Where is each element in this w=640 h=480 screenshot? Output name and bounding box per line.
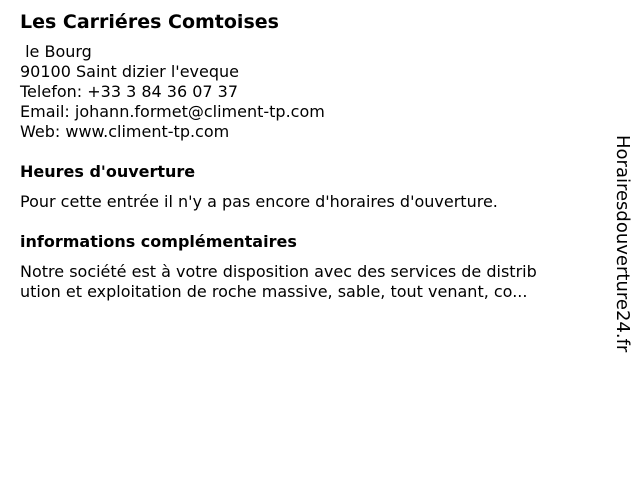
business-card: [20, 10, 580, 302]
address-block: [20, 42, 580, 142]
address-street: le Bourg: [20, 42, 92, 61]
business-name: Les Carriéres Comtoises: [20, 11, 279, 33]
website-line: Web: www.climent-tp.com: [20, 122, 230, 141]
additional-info-line-2: ution et exploitation de roche massive, sable, tout venant, co...: [20, 282, 528, 301]
site-brand-watermark: [598, 135, 638, 375]
opening-hours-heading: Heures d'ouverture: [20, 162, 196, 181]
additional-info-text: [20, 262, 580, 302]
site-brand-text: Horairesdouverture24.fr: [612, 135, 633, 353]
address-city: 90100 Saint dizier l'eveque: [20, 62, 239, 81]
additional-info-heading: informations complémentaires: [20, 232, 297, 251]
phone-line: Telefon: +33 3 84 36 07 37: [20, 82, 239, 101]
opening-hours-text: Pour cette entrée il n'y a pas encore d'horaires d'ouverture.: [20, 192, 498, 211]
email-line: Email: johann.formet@climent-tp.com: [20, 102, 325, 121]
additional-info-line-1: Notre société est à votre disposition avec des services de distrib: [20, 262, 537, 281]
